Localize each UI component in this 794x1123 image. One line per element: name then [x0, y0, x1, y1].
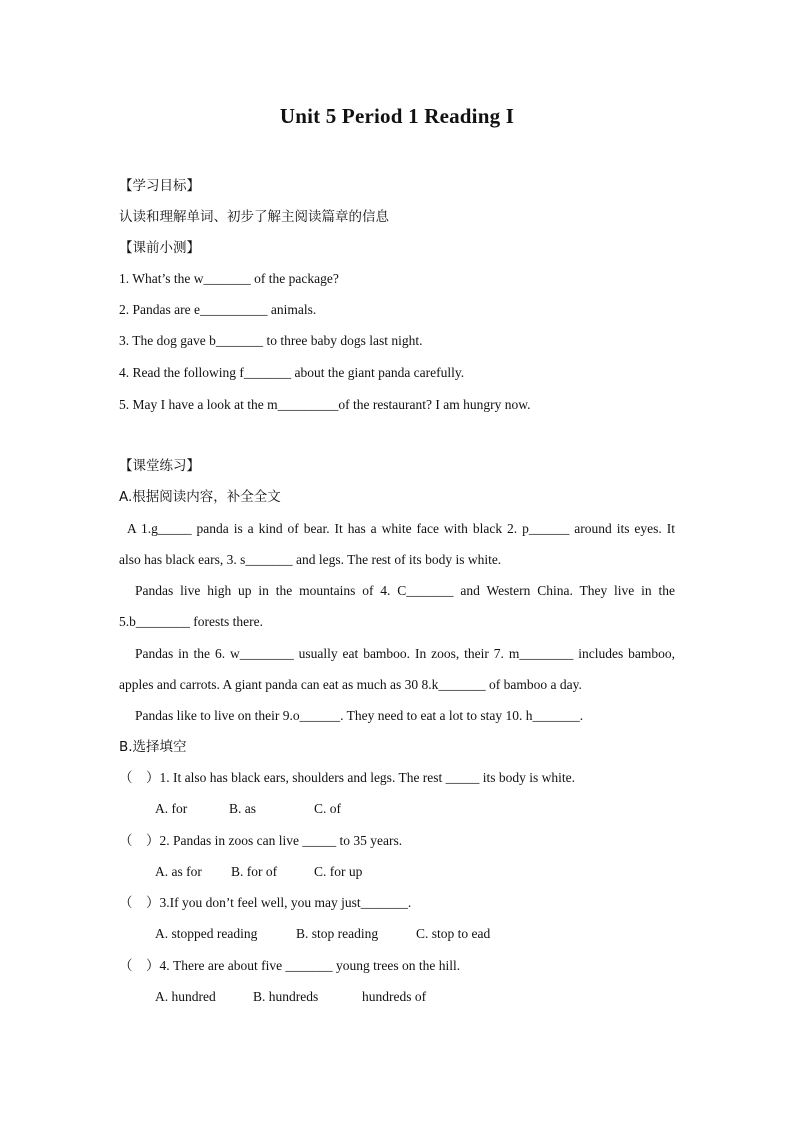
part-a-line-6: apples and carrots. A giant panda can eat as much as 30 8.k_______ of bamboo a day. [119, 677, 582, 692]
question-2-option-c: C. for up [314, 864, 363, 879]
question-1-option-b: B. as [229, 801, 256, 816]
question-1-option-c: C. of [314, 801, 341, 816]
page-title: Unit 5 Period 1 Reading I [279, 104, 515, 128]
question-4-option-b: B. hundreds [253, 989, 319, 1004]
question-4-option-a: A. hundred [155, 989, 216, 1004]
question-3-option-a: A. stopped reading [155, 926, 258, 941]
part-a-line-2: also has black ears, 3. s_______ and legs. The rest of its body is white. [119, 552, 502, 567]
question-3-option-b: B. stop reading [296, 926, 379, 941]
question-3-option-c: C. stop to ead [416, 926, 491, 941]
question-4-stem: （ ）4. There are about five _______ young trees on the hill. [119, 958, 461, 973]
question-2-option-a: A. as for [155, 864, 202, 879]
pretest-item-1: 1. What’s the w_______ of the package? [119, 271, 339, 286]
part-a-line-3: Pandas live high up in the mountains of 4. C_______ and Western China. They live in the [135, 583, 675, 598]
pretest-item-4: 4. Read the following f_______ about the giant panda carefully. [119, 365, 465, 380]
practice-heading: 【课堂练习】 [119, 458, 200, 474]
question-2-option-b: B. for of [231, 864, 278, 879]
part-a-line-7: Pandas like to live on their 9.o______. They need to eat a lot to stay 10. h_______. [135, 708, 584, 723]
question-3-stem: （ ）3.If you don’t feel well, you may just_______. [119, 895, 412, 910]
question-4-option-c: hundreds of [362, 989, 427, 1004]
pretest-item-3: 3. The dog gave b_______ to three baby dogs last night. [119, 333, 423, 348]
question-2-stem: （ ）2. Pandas in zoos can live _____ to 35 years. [119, 833, 403, 848]
part-a-line-5: Pandas in the 6. w________ usually eat bamboo. In zoos, their 7. m________ includes bamboo, [135, 646, 675, 661]
goals-heading: 【学习目标】 [119, 178, 200, 194]
part-a-line-1: A 1.g_____ panda is a kind of bear. It has a white face with black 2. p______ around its eyes. It [127, 521, 675, 536]
goals-text: 认读和理解单词、初步了解主阅读篇章的信息 [119, 209, 389, 225]
part-a-heading: A.根据阅读内容，补全全文 [119, 489, 281, 505]
part-b-heading: B.选择填空 [119, 739, 187, 755]
question-1-option-a: A. for [155, 801, 188, 816]
pretest-heading: 【课前小测】 [119, 240, 200, 256]
part-a-line-4: 5.b________ forests there. [119, 614, 263, 629]
pretest-item-2: 2. Pandas are e__________ animals. [119, 302, 317, 317]
question-1-stem: （ ）1. It also has black ears, shoulders and legs. The rest _____ its body is white. [119, 770, 576, 785]
pretest-item-5: 5. May I have a look at the m_________of the restaurant? I am hungry now. [119, 397, 531, 412]
